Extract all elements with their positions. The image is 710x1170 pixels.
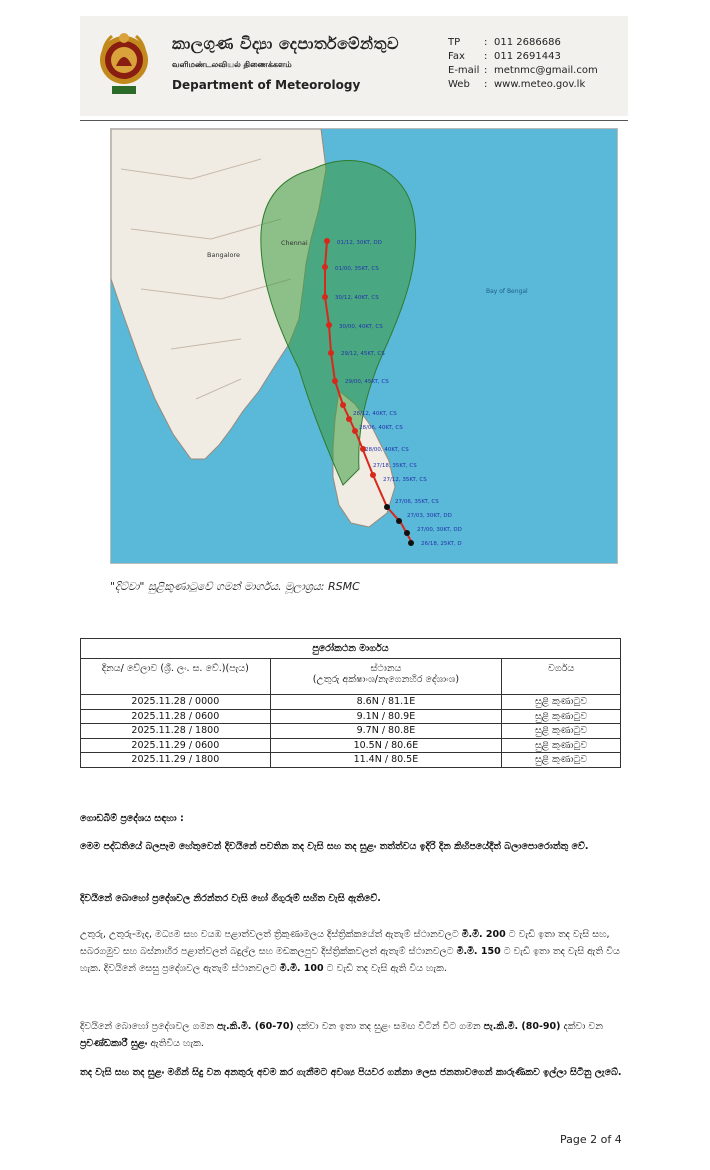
table-title: පුරෝකථන මාර්ගය (81, 639, 621, 659)
col-header-datetime: දිනය/ වේලාව (ශ්‍රී. ලං. ස. වේ.)(පැය) (81, 659, 271, 695)
track-label: 01/00, 35KT, CS (335, 266, 379, 272)
track-label: 30/12, 40KT, CS (335, 295, 379, 301)
p4-text-d: ඇතිවිය හැක. (147, 1038, 204, 1049)
cell-datetime: 2025.11.28 / 1800 (81, 724, 271, 739)
track-point (396, 518, 402, 524)
p4-gusty-winds: ප්‍රචණ්ඩකාරී සුළං (80, 1038, 148, 1049)
map-svg (111, 129, 618, 564)
track-label: 26/18, 25KT, D (421, 541, 462, 547)
p3-text-d: ට වැඩි තද වැසි ඇති විය හැක. (323, 963, 447, 974)
contact-separator: : (484, 65, 488, 76)
dept-name-sinhala: කාලගුණ විද්‍යා දෙපාර්තමේන්තුව (172, 34, 399, 53)
paragraph-5: තද වැසි සහ තද සුළං මගින් සිදු වන අනතුරු අවම කර ගැනීමට අවශ්‍ය පියවර ගන්නා ලෙස ජනතාවගෙන් කාරුණිකව ඉල්ලා සිටිනු ලැබේ. (80, 1067, 622, 1078)
track-label: 29/12, 45KT, CS (341, 351, 385, 357)
col-header-position (270, 659, 502, 695)
dept-name-english: Department of Meteorology (172, 78, 361, 92)
p3-text-b: ට වැඩි ඉතා තද වැසි සහ, සබරගමුව සහ බස්නාහිර පළාත්වලත් බදුල්ල සහ මඩකලපුව දිස්ත්‍රික්කවලත් ඇතැම් ස්ථානවලට (80, 929, 610, 957)
track-label: 28/12, 40KT, CS (353, 411, 397, 417)
paragraph-2: දිවයිනේ බොහෝ ප්‍රදේශවල නිරන්තර වැසි හෝ ගිගුරුම් සහිත වැසි ඇතිවේ. (80, 893, 381, 904)
track-point (404, 530, 410, 536)
track-point (322, 264, 328, 270)
forecast-track-table (80, 638, 621, 768)
contact-value: 011 2686686 (494, 37, 561, 48)
cell-type: සුළි කුණාටුව (502, 738, 621, 753)
p3-text-a: උතුරු, උතුරු-මැද, මධ්‍යම සහ වයඹ පළාත්වලත් ත්‍රිකුණාමලය දිස්ත්‍රික්කයේත් ඇතැම් ස්ථානවලට (80, 929, 462, 940)
contact-value: 011 2691443 (494, 51, 561, 62)
track-label: 27/12, 35KT, CS (383, 477, 427, 483)
cell-datetime: 2025.11.28 / 0600 (81, 709, 271, 724)
track-label: 27/03, 30KT, DD (407, 513, 452, 519)
track-point (324, 238, 330, 244)
track-label: 01/12, 30KT, DD (337, 240, 382, 246)
contact-value: metnmc@gmail.com (494, 65, 598, 76)
contact-value: www.meteo.gov.lk (494, 79, 586, 90)
track-label: 27/00, 30KT, DD (417, 527, 462, 533)
cell-datetime: 2025.11.28 / 0000 (81, 695, 271, 710)
contact-label: Web (448, 79, 470, 90)
table-row (81, 738, 621, 753)
track-point (328, 350, 334, 356)
track-label: 28/06, 40KT, CS (359, 425, 403, 431)
cell-type: සුළි කුණාටුව (502, 753, 621, 768)
track-point (384, 504, 390, 510)
col-header-type: වර්ගය (502, 659, 621, 695)
letterhead (80, 16, 628, 116)
contact-row-phone (448, 36, 598, 50)
table-row (81, 709, 621, 724)
cell-type: සුළි කුණාටුව (502, 724, 621, 739)
track-label: 28/00, 40KT, CS (365, 447, 409, 453)
land-area-heading: ගොඩබිම් ප්‍රදේශය සඳහා : (80, 813, 184, 824)
cell-position: 9.7N / 80.8E (270, 724, 502, 739)
cell-type: සුළි කුණාටුව (502, 709, 621, 724)
dept-name-tamil: வளிமண்டலவியல் திணைக்களம் (172, 60, 292, 69)
track-point (332, 378, 338, 384)
col-header-position-title: ස්ථානය (370, 663, 402, 674)
paragraph-3 (80, 926, 625, 977)
map-caption: "දිට්වා" සුළිකුණාටුවේ ගමන් මාර්ගය. මූලාශ්‍රය: RSMC (110, 580, 360, 593)
track-label: 29/00, 45KT, CS (345, 379, 389, 385)
table-row (81, 753, 621, 768)
contact-row-web (448, 78, 598, 92)
track-point (340, 402, 346, 408)
header-divider (80, 120, 628, 121)
contact-label: Fax (448, 51, 465, 62)
cell-type: සුළි කුණාටුව (502, 695, 621, 710)
track-point (408, 540, 414, 546)
table-row (81, 724, 621, 739)
cell-position: 10.5N / 80.6E (270, 738, 502, 753)
col-header-position-sub: (උතුරු අක්ෂාංශ/නැගෙනහිර දේශාංශ) (312, 674, 460, 685)
cyclone-track-map (110, 128, 618, 564)
cell-position: 8.6N / 81.1E (270, 695, 502, 710)
cell-datetime: 2025.11.29 / 0600 (81, 738, 271, 753)
sri-lanka-emblem-icon (98, 26, 150, 102)
p4-text-a: දිවයිනේ බොහෝ ප්‍රදේශවල ගමන (80, 1021, 217, 1032)
cell-position: 11.4N / 80.5E (270, 753, 502, 768)
track-label: 27/06, 35KT, CS (395, 499, 439, 505)
paragraph-1: මෙම පද්ධතියේ බලපෑම හේතුවෙන් දිවයිනේ පවතින තද වැසි සහ තද සුළං තත්ත්වය ඉදිරි දින කිහිපයේදීත් බලාපොරොත්තු වේ. (80, 841, 589, 852)
contact-row-fax (448, 50, 598, 64)
p3-rainfall-200mm: මි.මී. 200 (461, 929, 506, 940)
city-label-bangalore: Bangalore (207, 251, 240, 259)
p3-text-c: ට වැඩි ඉතා තද වැසි ඇති විය හැක. දිවයිනේ සෙසු ප්‍රදේශවල ඇතැම් ස්ථානවලට (80, 946, 620, 974)
city-label-chennai: Chennai (281, 239, 308, 247)
track-label: 27/18, 35KT, CS (373, 463, 417, 469)
p4-wind-speed-2: පැ.කි.මී. (80-90) (483, 1021, 561, 1032)
track-point (326, 322, 332, 328)
track-point (322, 294, 328, 300)
p4-text-b: දක්වා වන ඉතා තද සුළං සමඟ විටින් විට ගමන (293, 1021, 484, 1032)
p4-text-c: දක්වා වන (560, 1021, 603, 1032)
contact-details (448, 36, 598, 92)
page-number: Page 2 of 4 (560, 1133, 622, 1146)
contact-separator: : (484, 79, 488, 90)
track-point (346, 416, 352, 422)
contact-separator: : (484, 51, 488, 62)
department-block (172, 34, 399, 92)
cell-datetime: 2025.11.29 / 1800 (81, 753, 271, 768)
contact-label: TP (448, 37, 461, 48)
contact-separator: : (484, 37, 488, 48)
track-label: 30/00, 40KT, CS (339, 324, 383, 330)
p3-rainfall-100mm: මි.මී. 100 (279, 963, 324, 974)
contact-row-email (448, 64, 598, 78)
sea-label-bay-of-bengal: Bay of Bengal (486, 288, 528, 295)
p4-wind-speed-1: පැ.කි.මී. (60-70) (216, 1021, 294, 1032)
table-title-row (81, 639, 621, 659)
paragraph-4 (80, 1018, 625, 1052)
table-row (81, 695, 621, 710)
track-point (352, 428, 358, 434)
track-point (370, 472, 376, 478)
p3-rainfall-150mm: මි.මී. 150 (456, 946, 501, 957)
cell-position: 9.1N / 80.9E (270, 709, 502, 724)
table-header-row (81, 659, 621, 695)
contact-label: E-mail (448, 65, 480, 76)
